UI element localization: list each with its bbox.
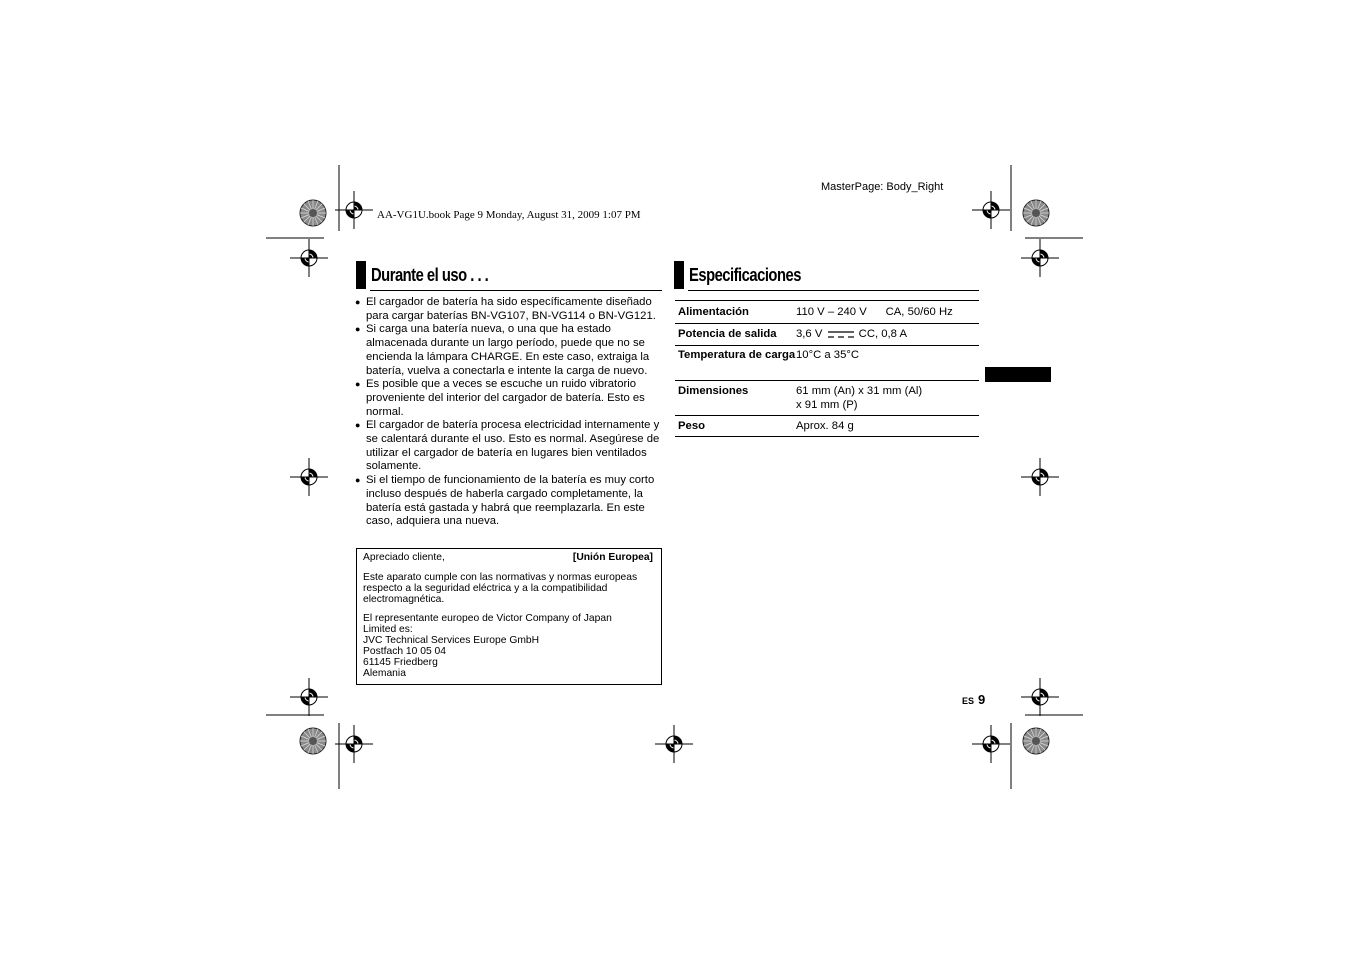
- page-number-value: 9: [978, 692, 986, 707]
- list-item: [355, 378, 661, 419]
- notice-paragraph: Este aparato cumple con las normativas y normas europeas respecto a la seguridad eléctrica y a la compatibilidad electromagnética.: [363, 572, 638, 605]
- registration-mark: [655, 725, 693, 763]
- spec-key: Peso: [675, 416, 796, 437]
- spec-key: Dimensiones: [675, 381, 796, 416]
- bullet-text: El cargador de batería ha sido específicamente diseñado para cargar baterías BN-VG107, BN-VG114 o BN-VG121.: [366, 296, 656, 322]
- title-rule: [370, 290, 662, 291]
- list-item: [355, 323, 661, 378]
- table-row: [675, 301, 979, 324]
- section-title-text: Durante el uso . . .: [371, 265, 489, 285]
- table-row: [675, 416, 979, 437]
- bullet-icon: ●: [355, 475, 361, 486]
- bullet-icon: ●: [355, 379, 361, 390]
- section-title-text: Especificaciones: [689, 265, 801, 285]
- bullet-text: Es posible que a veces se escuche un ruido vibratorio proveniente del interior del cargador de batería. Esto es normal.: [366, 378, 645, 418]
- table-row: [675, 324, 979, 346]
- book-info-header: AA-VG1U.book Page 9 Monday, August 31, 2009 1:07 PM: [377, 209, 641, 221]
- notice-greeting: Apreciado cliente,: [363, 552, 445, 563]
- table-row: [675, 346, 979, 381]
- bullet-icon: ●: [355, 324, 361, 335]
- master-page-label: MasterPage: Body_Right: [821, 181, 944, 193]
- registration-mark: [972, 191, 1010, 229]
- section-title-durante-el-uso: [356, 261, 514, 289]
- registration-mark: [972, 725, 1010, 763]
- spec-value: 110 V – 240 V CA, 50/60 Hz: [796, 301, 979, 324]
- notice-address-line: El representante europeo de Victor Company of Japan: [363, 613, 612, 624]
- page-language-code: ES: [962, 696, 975, 706]
- registration-mark: [290, 678, 328, 716]
- registration-mark: [290, 458, 328, 496]
- list-item: [355, 474, 661, 529]
- bullet-text: El cargador de batería procesa electricidad internamente y se calentará durante el uso. Esto es normal. Asegúrese de utilizar el cargador de batería en lugares bien ventilados solamente.: [366, 419, 660, 473]
- usage-bullet-list: [355, 296, 661, 529]
- section-title-especificaciones: [674, 261, 825, 289]
- spec-value-line: x 91 mm (P): [796, 398, 858, 411]
- color-wheel-mark: [300, 728, 326, 754]
- title-rule: [688, 290, 979, 291]
- notice-address-line: Alemania: [363, 668, 406, 679]
- spec-key: Temperatura de carga: [675, 346, 796, 381]
- notice-address-line: Postfach 10 05 04: [363, 646, 447, 657]
- spec-key: Alimentación: [675, 301, 796, 324]
- spec-value: Aprox. 84 g: [796, 416, 979, 437]
- notice-address-line: Limited es:: [363, 624, 413, 635]
- table-row: [675, 381, 979, 416]
- spec-value: [796, 381, 979, 416]
- spec-value-line: 61 mm (An) x 31 mm (Al): [796, 385, 923, 397]
- notice-region: [Unión Europea]: [572, 552, 653, 563]
- title-bar-marker: [356, 261, 366, 289]
- language-tab-marker: [985, 367, 1051, 382]
- registration-mark: [335, 191, 373, 229]
- dc-symbol-icon: [828, 330, 854, 339]
- specifications-table: [675, 300, 979, 437]
- spec-value-current: CC, 0,8 A: [858, 328, 908, 340]
- registration-mark: [1021, 678, 1059, 716]
- registration-mark: [290, 239, 328, 277]
- page-number: [962, 691, 985, 709]
- color-wheel-mark: [1023, 200, 1049, 226]
- bullet-icon: ●: [355, 297, 361, 307]
- eu-notice-box: [356, 548, 662, 685]
- registration-mark: [1021, 458, 1059, 496]
- notice-address-line: 61145 Friedberg: [363, 657, 438, 668]
- spec-value: [796, 324, 979, 346]
- bullet-text: Si el tiempo de funcionamiento de la batería es muy corto incluso después de haberla cargado completamente, la batería está gastada y habrá que reemplazarla. En este caso, adquiera una nueva.: [366, 474, 655, 528]
- spec-key: Potencia de salida: [675, 324, 796, 346]
- bullet-icon: ●: [355, 420, 361, 431]
- list-item: [355, 419, 661, 474]
- title-bar-marker: [674, 261, 684, 289]
- spec-value: 10°C a 35°C: [796, 346, 979, 381]
- bullet-text: Si carga una batería nueva, o una que ha estado almacenada durante un largo período, puede que no se encienda la lámpara CHARGE. En este caso, extraiga la batería, vuelva a conectarla e intente la carga de nuevo.: [366, 323, 650, 377]
- registration-mark: [335, 725, 373, 763]
- notice-address-line: JVC Technical Services Europe GmbH: [363, 635, 540, 646]
- registration-mark: [1021, 239, 1059, 277]
- color-wheel-mark: [300, 200, 326, 226]
- list-item: [355, 296, 661, 323]
- color-wheel-mark: [1023, 728, 1049, 754]
- spec-value-voltage: 3,6 V: [796, 328, 823, 340]
